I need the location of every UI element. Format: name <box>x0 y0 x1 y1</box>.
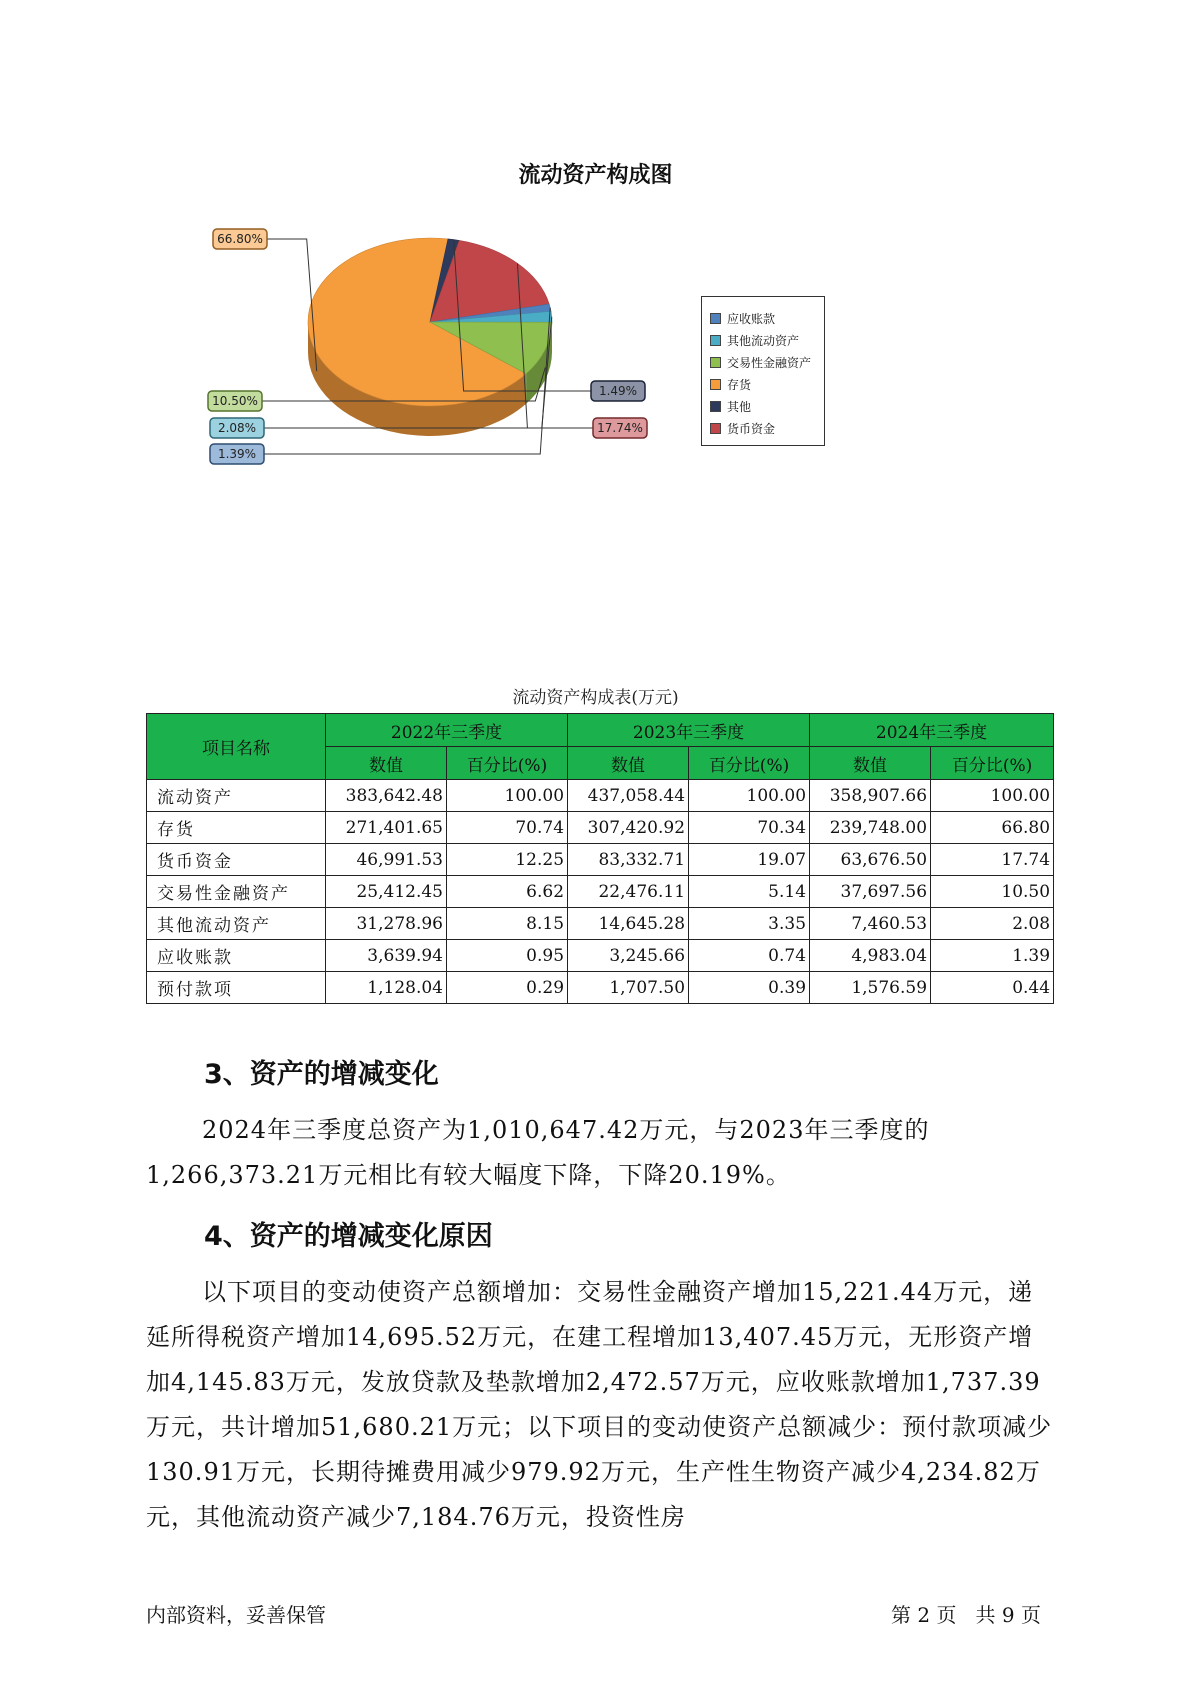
cell-percent: 100.00 <box>931 780 1054 812</box>
cell-percent: 1.39 <box>931 940 1054 972</box>
header-item-name: 项目名称 <box>147 714 326 780</box>
cell-value: 1,707.50 <box>568 972 689 1004</box>
footer-confidential: 内部资料，妥善保管 <box>146 1603 326 1627</box>
footer-page-number: 第 2 页 共 9 页 <box>891 1603 1041 1627</box>
legend-label: 货币资金 <box>727 421 776 436</box>
legend-swatch-other-current <box>710 335 721 346</box>
table-row <box>147 972 1054 1004</box>
row-name: 交易性金融资产 <box>147 876 326 908</box>
row-name: 应收账款 <box>147 940 326 972</box>
legend-item <box>702 395 824 417</box>
legend-swatch-inventory <box>710 379 721 390</box>
legend-item <box>702 417 824 439</box>
cell-value: 14,645.28 <box>568 908 689 940</box>
table-row <box>147 940 1054 972</box>
current-assets-table <box>146 713 1054 1004</box>
section3-paragraph <box>146 1108 1056 1198</box>
cell-percent: 0.39 <box>689 972 810 1004</box>
cell-percent: 17.74 <box>931 844 1054 876</box>
legend-label: 交易性金融资产 <box>727 355 812 370</box>
cell-value: 46,991.53 <box>326 844 447 876</box>
pie-chart <box>0 0 1191 520</box>
row-name: 预付款项 <box>147 972 326 1004</box>
cell-percent: 70.74 <box>447 812 568 844</box>
cell-value: 358,907.66 <box>810 780 931 812</box>
header-percent: 百分比(%) <box>689 747 810 780</box>
legend-label: 其他 <box>727 399 752 414</box>
header-value: 数值 <box>568 747 689 780</box>
cell-percent: 0.29 <box>447 972 568 1004</box>
table-row <box>147 908 1054 940</box>
cell-percent: 8.15 <box>447 908 568 940</box>
header-period: 2022年三季度 <box>326 714 568 747</box>
data-label: 1.39% <box>217 447 257 461</box>
cell-value: 37,697.56 <box>810 876 931 908</box>
cell-percent: 5.14 <box>689 876 810 908</box>
cell-percent: 66.80 <box>931 812 1054 844</box>
legend-item <box>702 351 824 373</box>
cell-percent: 0.95 <box>447 940 568 972</box>
cell-percent: 0.74 <box>689 940 810 972</box>
cell-percent: 6.62 <box>447 876 568 908</box>
data-label: 10.50% <box>212 394 258 408</box>
legend-label: 存货 <box>727 377 752 392</box>
table-row <box>147 780 1054 812</box>
row-name: 货币资金 <box>147 844 326 876</box>
section4-text: 以下项目的变动使资产总额增加：交易性金融资产增加15,221.44万元，递延所得税资产增加14,695.52万元，在建工程增加13,407.45万元，无形资产增加4,145.83万元，发放贷款及垫款增加2,472.57万元，应收账款增加1,737.39万元，共计增加51,680.21万元；以下项目的变动使资产总额减少：预付款项减少130.91万元，长期待摊费用减少979.92万元，生产性生物资产减少4,234.82万元，其他流动资产减少7,184.76万元，投资性房 <box>146 1278 1053 1531</box>
cell-value: 4,983.04 <box>810 940 931 972</box>
cell-value: 22,476.11 <box>568 876 689 908</box>
cell-value: 1,576.59 <box>810 972 931 1004</box>
table-caption: 流动资产构成表(万元) <box>512 688 679 708</box>
cell-percent: 3.35 <box>689 908 810 940</box>
chart-title: 流动资产构成图 <box>518 163 673 188</box>
cell-value: 239,748.00 <box>810 812 931 844</box>
cell-value: 83,332.71 <box>568 844 689 876</box>
legend-item <box>702 307 824 329</box>
table-row <box>147 812 1054 844</box>
cell-percent: 100.00 <box>689 780 810 812</box>
cell-value: 1,128.04 <box>326 972 447 1004</box>
section4-heading: 4、资产的增减变化原因 <box>204 1221 493 1252</box>
cell-percent: 0.44 <box>931 972 1054 1004</box>
chart-legend <box>701 296 825 446</box>
cell-percent: 12.25 <box>447 844 568 876</box>
section3-heading: 3、资产的增减变化 <box>204 1059 439 1090</box>
cell-value: 3,639.94 <box>326 940 447 972</box>
data-label: 66.80% <box>217 232 263 246</box>
legend-swatch-trading-assets <box>710 357 721 368</box>
section4-paragraph <box>146 1270 1056 1540</box>
cell-value: 307,420.92 <box>568 812 689 844</box>
cell-percent: 10.50 <box>931 876 1054 908</box>
row-name: 流动资产 <box>147 780 326 812</box>
cell-value: 31,278.96 <box>326 908 447 940</box>
cell-percent: 2.08 <box>931 908 1054 940</box>
cell-value: 63,676.50 <box>810 844 931 876</box>
cell-value: 383,642.48 <box>326 780 447 812</box>
cell-percent: 19.07 <box>689 844 810 876</box>
cell-percent: 100.00 <box>447 780 568 812</box>
cell-value: 271,401.65 <box>326 812 447 844</box>
header-percent: 百分比(%) <box>447 747 568 780</box>
table-row <box>147 876 1054 908</box>
header-period: 2024年三季度 <box>810 714 1054 747</box>
header-value: 数值 <box>326 747 447 780</box>
legend-item <box>702 373 824 395</box>
legend-swatch-cash <box>710 423 721 434</box>
data-label: 1.49% <box>598 384 638 398</box>
cell-percent: 70.34 <box>689 812 810 844</box>
cell-value: 437,058.44 <box>568 780 689 812</box>
legend-swatch-receivables <box>710 313 721 324</box>
cell-value: 3,245.66 <box>568 940 689 972</box>
legend-swatch-other <box>710 401 721 412</box>
data-label: 2.08% <box>217 421 257 435</box>
legend-item <box>702 329 824 351</box>
header-percent: 百分比(%) <box>931 747 1054 780</box>
pie-tops <box>308 238 552 406</box>
row-name: 其他流动资产 <box>147 908 326 940</box>
header-value: 数值 <box>810 747 931 780</box>
cell-value: 25,412.45 <box>326 876 447 908</box>
cell-value: 7,460.53 <box>810 908 931 940</box>
legend-label: 应收账款 <box>727 311 776 326</box>
data-label: 17.74% <box>597 421 643 435</box>
header-period: 2023年三季度 <box>568 714 810 747</box>
legend-label: 其他流动资产 <box>727 333 800 348</box>
section3-text: 2024年三季度总资产为1,010,647.42万元，与2023年三季度的1,266,373.21万元相比有较大幅度下降，下降20.19%。 <box>146 1116 930 1189</box>
row-name: 存货 <box>147 812 326 844</box>
table-row <box>147 844 1054 876</box>
